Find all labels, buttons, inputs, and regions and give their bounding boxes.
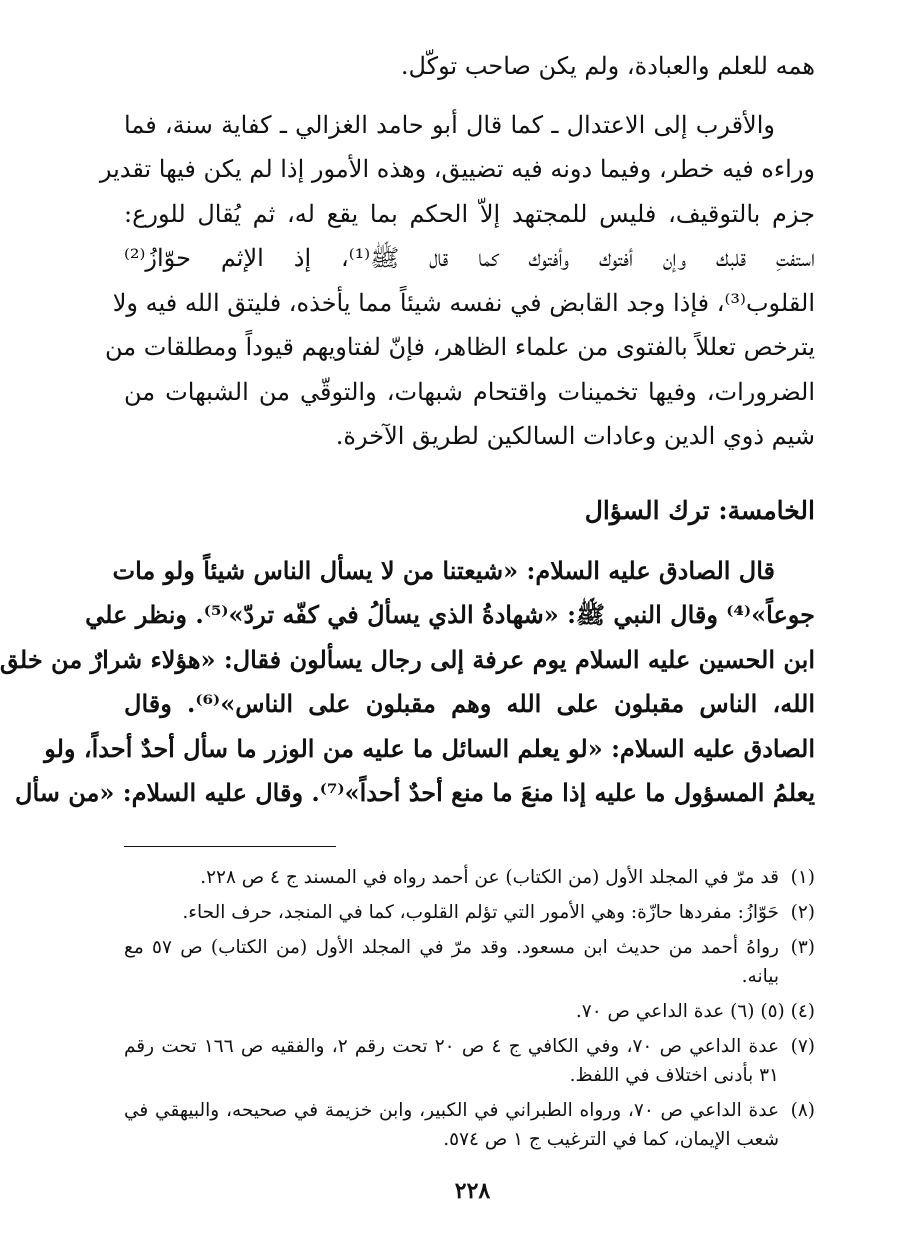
footnote <box>124 933 815 991</box>
intro-line: همه للعلم والعبادة، ولم يكن صاحب توكّل. <box>400 52 815 80</box>
footnote-number: (٨) <box>790 1099 815 1121</box>
paragraph-line: شيم ذوي الدين وعادات السالكين لطريق الآخرة. <box>335 422 815 450</box>
paragraph-line: الضرورات، وفيها تخمينات واقتحام شبهات، والتوقّي من الشبهات من <box>124 377 815 406</box>
footnote-number: (٢) <box>790 901 815 923</box>
paragraph-line: ابن الحسين عليه السلام يوم عرفة إلى رجال يسألون فقال: «هؤلاء شرارٌ من خلق <box>0 644 815 674</box>
footnote-text: عدة الداعي ص ٧٠، ورواه الطبراني في الكبير، وابن خزيمة في صحيحه، والبيهقي في شعب الإيمان، كما في الترغيب ج ١ ص ٥٧٤. <box>124 1099 779 1150</box>
paragraph-moderation <box>99 103 815 459</box>
footnotes <box>124 863 815 1154</box>
paragraph-line: جوعاً»⁽⁴⁾ وقال النبي ﷺ: «شهادةُ الذي يسألُ في كفّه تردّ»⁽⁵⁾. ونظر علي <box>85 600 815 629</box>
footnote <box>124 898 815 927</box>
paragraph-line: استفتِ قلبك وإن أفتوك وأفتوك كما قال ﷺ⁽¹⁾، إذ الإثم حوّازُ⁽²⁾ <box>124 244 815 272</box>
footnote <box>124 1032 815 1090</box>
paragraph-line: الصادق عليه السلام: «لو يعلم السائل ما عليه من الوزر ما سأل أحدٌ أحداً، ولو <box>44 733 815 763</box>
footnote-number: (١) <box>790 866 815 888</box>
spacer <box>124 459 815 487</box>
footnote-text: قد مرّ في المجلد الأول (من الكتاب) عن أحمد رواه في المسند ج ٤ ص ٢٢٨. <box>200 866 779 888</box>
paragraph-line: جزم بالتوقيف، فليس للمجتهد إلاّ الحكم بما يقع له، ثم يُقال للورع: <box>124 199 815 228</box>
paragraph-line: الله، الناس مقبلون على الله وهم مقبلون على الناس»⁽⁶⁾. وقال <box>124 689 815 718</box>
paragraph-line: والأقرب إلى الاعتدال ـ كما قال أبو حامد الغزالي ـ كفاية سنة، فما <box>124 110 775 139</box>
paragraph-line: القلوب⁽³⁾، فإذا وجد القابض في نفسه شيئاً مما يأخذه، فليتق الله فيه ولا <box>112 288 815 317</box>
paragraph-line: يعلمُ المسؤول ما عليه إذا منعَ ما منع أحدٌ أحداً»⁽⁷⁾. وقال عليه السلام: «من سأل <box>15 778 815 807</box>
footnote-divider <box>124 846 336 847</box>
page-number: ٢٢٨ <box>454 1178 491 1204</box>
footnote-text: رواهُ أحمد من حديث ابن مسعود. وقد مرّ في المجلد الأول (من الكتاب) ص ٥٧ مع بيانه. <box>124 936 779 987</box>
paragraph-line: يترخص تعللاً بالفتوى من علماء الظاهر، فإنّ لفتاويهم قيوداً ومطلقات من <box>104 333 815 361</box>
footnote-text: حَوّازُ: مفردها حازّة: وهي الأمور التي تؤلم القلوب، كما في المنجد، حرف الحاء. <box>182 901 779 923</box>
footnote <box>124 997 815 1026</box>
footnote-number: (٣) <box>790 936 815 958</box>
section-heading: الخامسة: ترك السؤال <box>584 495 815 525</box>
footnote-number: (٧) <box>790 1035 815 1057</box>
footnote-number: (٤) (٥) (٦) <box>730 1000 815 1022</box>
paragraph-begging <box>0 549 815 816</box>
spacer <box>124 535 815 549</box>
paragraph-line: قال الصادق عليه السلام: «شيعتنا من لا يسأل الناس شيئاً ولو مات <box>112 555 775 585</box>
spacer <box>124 89 815 103</box>
footnote <box>124 863 815 892</box>
paragraph-line: وراءه فيه خطر، وفيما دونه فيه تضييق، وهذه الأمور إذا لم يكن فيها تقدير <box>99 155 815 183</box>
footnote <box>124 1096 815 1154</box>
footnote-text: عدة الداعي ص ٧٠، وفي الكافي ج ٤ ص ٢٠ تحت رقم ٢، والفقيه ص ١٦٦ تحت رقم ٣١ بأدنى اختلاف في اللفظ. <box>124 1035 779 1086</box>
footnote-text: عدة الداعي ص ٧٠. <box>575 1000 725 1022</box>
